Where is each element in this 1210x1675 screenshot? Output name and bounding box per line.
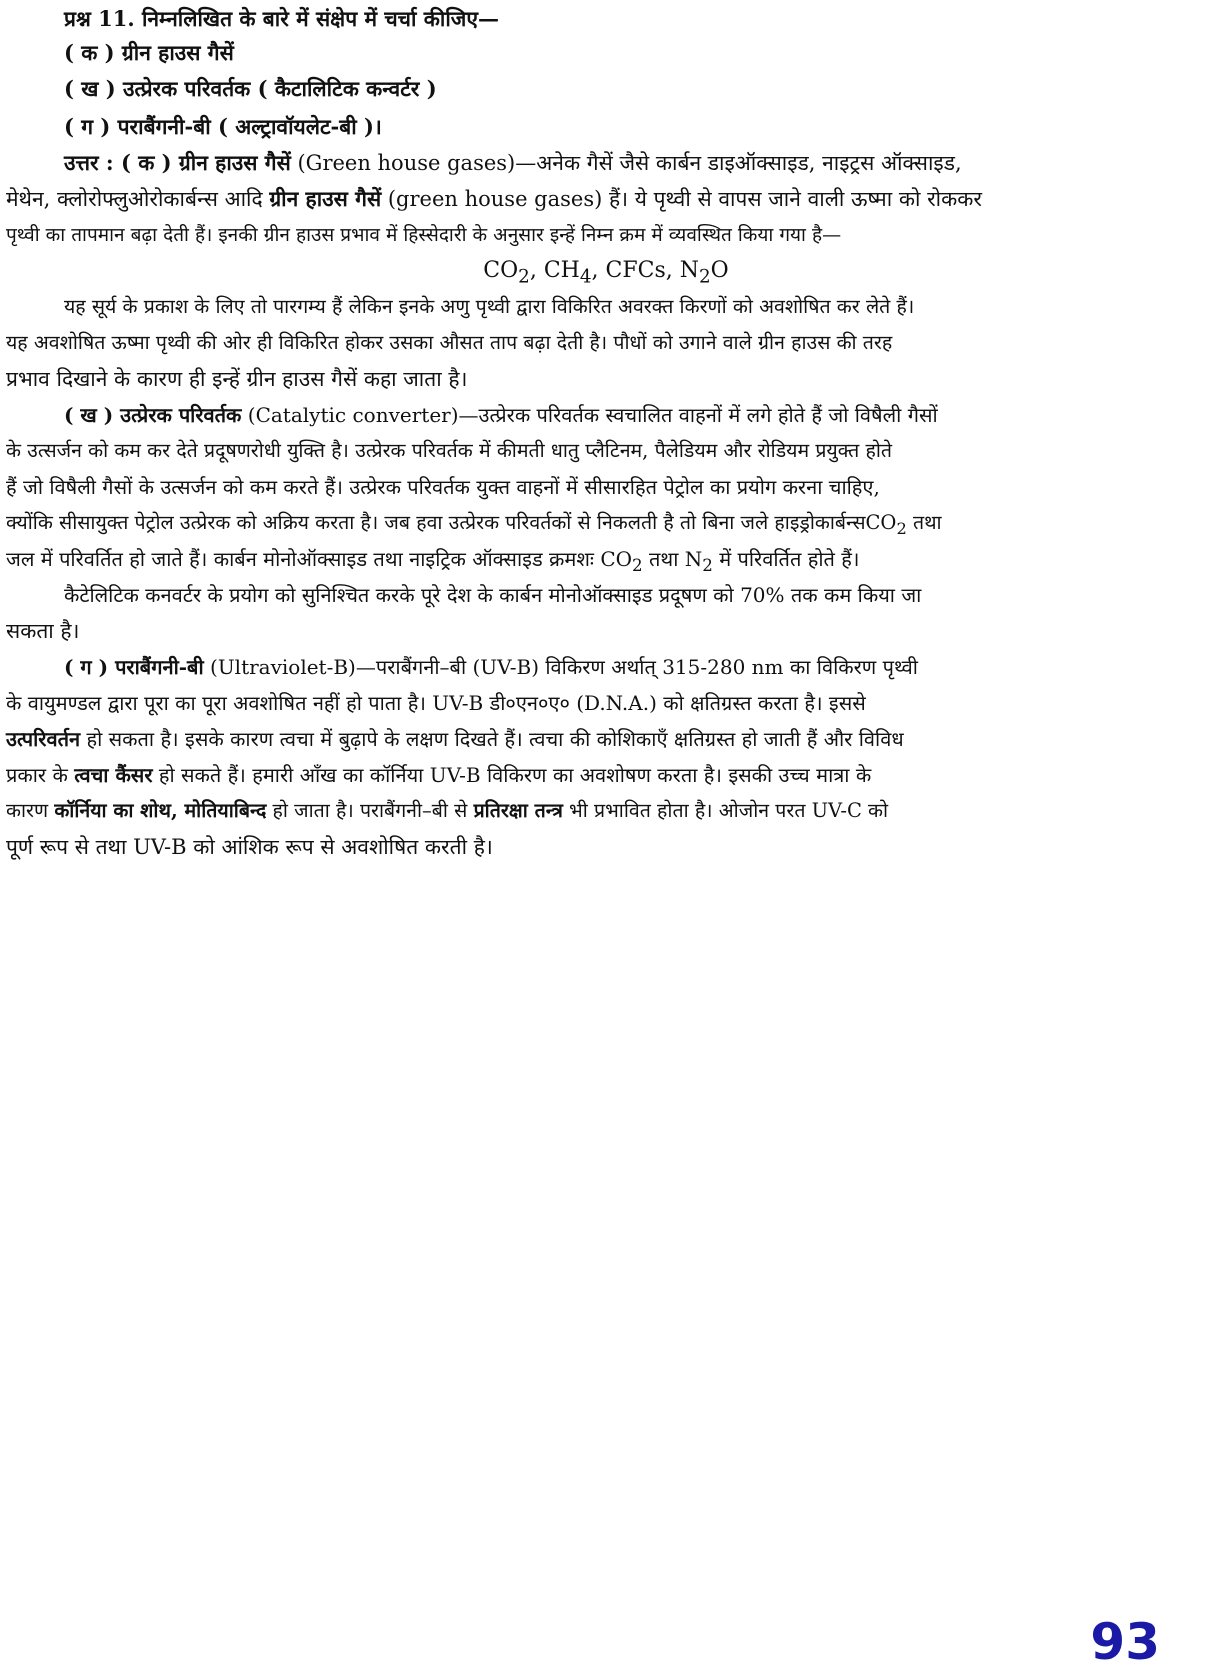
answer-kha-para2-line-2: सकता है।	[6, 619, 80, 643]
answer-ka-para2-line-1: यह सूर्य के प्रकाश के लिए तो पारगम्य हैं लेकिन इनके अणु पृथ्वी द्वारा विकिरित अवरक्त किरणों को अवशोषित कर लेते हैं।	[64, 295, 915, 318]
answer-ga-line-4: प्रकार के त्वचा कैंसर हो सकते हैं। हमारी आँख का कॉर्निया UV-B विकिरण का अवशोषण करता है। इसकी उच्च मात्रा के	[6, 763, 872, 787]
answer-ga-line-6: पूर्ण रूप से तथा UV-B को आंशिक रूप से अवशोषित करती है।	[6, 835, 493, 859]
answer-kha-para2-line-1: कैटेलिटिक कनवर्टर के प्रयोग को सुनिश्चित करके पूरे देश के कार्बन मोनोऑक्साइड प्रदूषण को 70% तक कम किया जा	[64, 583, 922, 607]
question-item-ka: ( क ) ग्रीन हाउस गैसें	[64, 40, 234, 65]
answer-kha-line-1: ( ख ) उत्प्रेरक परिवर्तक (Catalytic converter)—उत्प्रेरक परिवर्तक स्वचालित वाहनों में लगे होते हैं जो विषैली गैसों	[64, 403, 938, 427]
answer-kha-line-3: हैं जो विषैली गैसों के उत्सर्जन को कम करते हैं। उत्प्रेरक परिवर्तक युक्त वाहनों में सीसारहित पेट्रोल का प्रयोग करना चाहिए,	[6, 475, 880, 499]
answer-kha-line-2: के उत्सर्जन को कम कर देते प्रदूषणरोधी युक्ति है। उत्प्रेरक परिवर्तक में कीमती धातु प्लैटिनम, पैलेडियम और रोडियम प्रयुक्त होते	[6, 439, 893, 462]
answer-ga-line-1: ( ग ) पराबैंगनी-बी (Ultraviolet-B)—पराबैंगनी–बी (UV-B) विकिरण अर्थात् 315-280 nm का विकिरण पृथ्वी	[64, 655, 918, 679]
answer-ka-line-3: पृथ्वी का तापमान बढ़ा देती हैं। इनकी ग्रीन हाउस प्रभाव में हिस्सेदारी के अनुसार इन्हें निम्न क्रम में व्यवस्थित किया गया है—	[6, 224, 842, 246]
answer-ka-line-2: मेथेन, क्लोरोफ्लुओरोकार्बन्स आदि ग्रीन हाउस गैसें (green house gases) हैं। ये पृथ्वी से वापस जाने वाली ऊष्मा को रोककर	[6, 186, 982, 211]
answer-ka-para2-line-2: यह अवशोषित ऊष्मा पृथ्वी की ओर ही विकिरित होकर उसका औसत ताप बढ़ा देती है। पौधों को उगाने वाले ग्रीन हाउस की तरह	[6, 331, 893, 354]
page-number: 93	[1090, 1613, 1160, 1671]
answer-ga-line-3: उत्परिवर्तन हो सकता है। इसके कारण त्वचा में बुढ़ापे के लक्षण दिखते हैं। त्वचा की कोशिकाएँ क्षतिग्रस्त हो जाती हैं और विविध	[6, 727, 904, 751]
answer-ka-line-1: उत्तर : ( क ) ग्रीन हाउस गैसें (Green house gases)—अनेक गैसें जैसे कार्बन डाइऑक्साइड, नाइट्रस ऑक्साइड,	[64, 150, 962, 175]
answer-kha-line-4: क्योंकि सीसायुक्त पेट्रोल उत्प्रेरक को अक्रिय करता है। जब हवा उत्प्रेरक परिवर्तकों से निकलती है तो बिना जले हाइड्रोकार्बन्सCO$_2$ तथा	[6, 511, 942, 538]
answer-kha-line-5: जल में परिवर्तित हो जाते हैं। कार्बन मोनोऑक्साइड तथा नाइट्रिक ऑक्साइड क्रमशः $CO_2$ तथा $N_2$ में परिवर्तित होते हैं।	[6, 547, 860, 575]
question-title: प्रश्न 11. निम्नलिखित के बारे में संक्षेप में चर्चा कीजिए—	[64, 6, 499, 31]
answer-ga-line-5: कारण कॉर्निया का शोथ, मोतियाबिन्द हो जाता है। पराबैंगनी–बी से प्रतिरक्षा तन्त्र भी प्रभावित होता है। ओजोन परत UV-C को	[6, 799, 889, 822]
question-item-kha: ( ख ) उत्प्रेरक परिवर्तक ( कैटालिटिक कन्वर्टर )	[64, 76, 437, 101]
answer-ga-line-2: के वायुमण्डल द्वारा पूरा का पूरा अवशोषित नहीं हो पाता है। UV-B डी०एन०ए० (D.N.A.) को क्षतिग्रस्त करता है। इससे	[6, 691, 866, 715]
answer-ka-para2-line-3: प्रभाव दिखाने के कारण ही इन्हें ग्रीन हाउस गैसें कहा जाता है।	[6, 367, 468, 391]
formula-line: $CO_2$, $CH_4$, CFCs, $N_2O$	[483, 258, 729, 288]
question-item-ga: ( ग ) पराबैंगनी-बी ( अल्ट्रावॉयलेट-बी )।	[64, 114, 382, 139]
